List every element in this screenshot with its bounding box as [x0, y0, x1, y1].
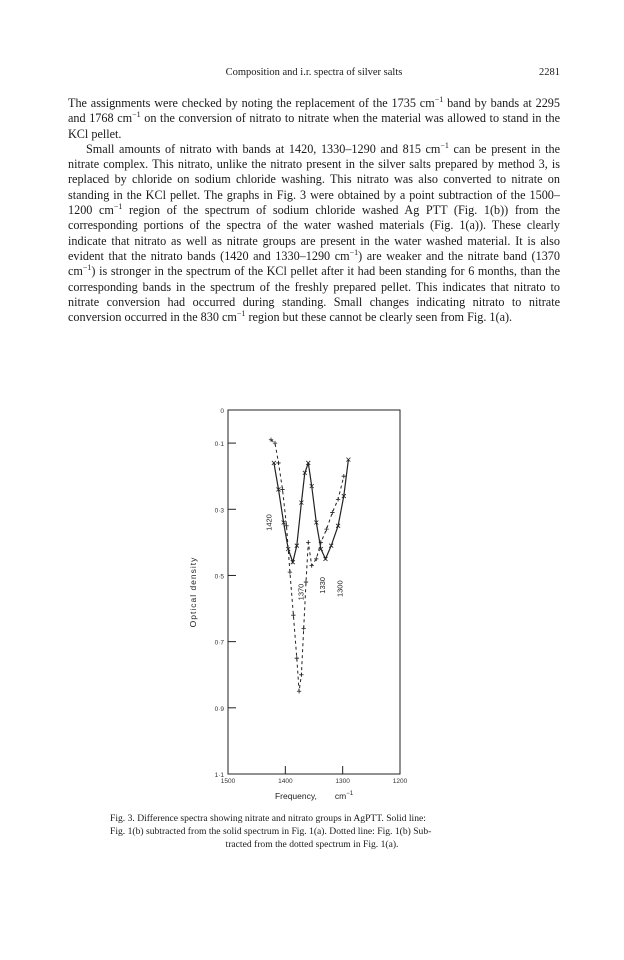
caption-line-3: tracted from the dotted spectrum in Fig. 1(a). — [225, 839, 399, 850]
x-tick-label: 1400 — [278, 778, 293, 785]
data-point-plus — [324, 527, 328, 531]
data-point-plus — [299, 673, 303, 677]
series-layer — [269, 438, 351, 694]
caption-line-2: Fig. 1(b) subtracted from the solid spectrum in Fig. 1(a). Dotted line: Fig. 1(b) Sub- — [110, 826, 432, 837]
paragraph-2: Small amounts of nitrato with bands at 1420, 1330–1290 and 815 $cm^{-1}$ can be present in the nitrate complex. This nitrato, unlike the nitrato present in the silver salts prepared by method 3, is replaced by chloride on sodium chloride washing. This nitrato was also converted to nitrate on standing in the KCl pellet. The graphs in Fig. 3 were obtained by a point subtraction of the 1500–1200 $cm^{-1}$ region of the spectrum of sodium chloride washed Ag PTT (Fig. 1(b)) from the corresponding portions of the spectra of the water washed materials (Fig. 1(a)). These clearly indicate that nitrato as well as nitrate groups are present in the water washed material. It is also evident that the nitrato bands (1420 and 1330–1290 $cm^{-1}$) are weaker and the nitrate band (1370 $cm^{-1}$) is stronger in the spectrum of the KCl pellet after it had been standing for 6 months, than the corresponding bands in the spectrum of the freshly prepared pellet. This indicates that nitrato to nitrate conversion had occurred during standing. Small changes indicating nitrato to nitrate conversion occurred in the 830 $cm^{-1}$ region but these cannot be clearly seen from Fig. 1(a). — [68, 140, 560, 325]
band-label-1420: 1420 — [264, 514, 274, 531]
dotted-line-series — [271, 440, 344, 692]
data-point-plus — [273, 441, 277, 445]
data-point-plus — [288, 570, 292, 574]
y-axis-label: Optical density — [188, 556, 198, 628]
plot-frame — [228, 410, 400, 774]
data-point-plus — [276, 461, 280, 465]
y-tick-label: 0·7 — [214, 639, 224, 647]
data-point-plus — [306, 540, 310, 544]
page-number: 2281 — [539, 67, 560, 78]
x-tick-label: 1200 — [392, 778, 408, 785]
data-point-plus — [280, 487, 284, 491]
data-point-plus — [304, 580, 308, 584]
figure-caption — [110, 812, 514, 851]
x-axis-label: Frequency, $cm^{-1}$ — [274, 791, 354, 801]
data-point-plus — [310, 563, 314, 567]
y-tick-label: 1·1 — [214, 772, 224, 779]
data-point-plus — [330, 510, 334, 514]
data-point-plus — [301, 626, 305, 630]
data-point-plus — [336, 497, 340, 501]
running-title: Composition and i.r. spectra of silver salts — [225, 67, 403, 78]
x-tick-label: 1500 — [220, 778, 236, 785]
band-label-1330: 1330 — [317, 577, 327, 594]
band-label-1370: 1370 — [296, 583, 306, 601]
y-tick-label: 0 — [220, 408, 224, 415]
y-tick-label: 0·3 — [214, 507, 224, 515]
caption-line-1: Fig. 3. Difference spectra showing nitrate and nitrato groups in AgPTT. Solid line: — [110, 813, 426, 824]
data-point-plus — [297, 689, 301, 693]
data-point-plus — [342, 474, 346, 478]
x-axis — [221, 766, 408, 785]
data-point-plus — [291, 613, 295, 617]
band-label-1300: 1300 — [335, 580, 345, 598]
y-tick-label: 0·1 — [214, 441, 224, 449]
annotation-layer — [265, 514, 345, 600]
x-tick-label: 1300 — [335, 778, 350, 785]
y-tick-label: 0·9 — [214, 705, 224, 713]
y-axis — [215, 408, 236, 779]
y-tick-label: 0·5 — [214, 573, 224, 581]
data-point-plus — [295, 656, 299, 660]
paragraph-1: The assignments were checked by noting the replacement of the 1735 $cm^{-1}$ band by bands at 2295 and 1768 $cm^{-1}$ on the conversion of nitrato to nitrate when the material was allowed to stand in the KCl pellet. — [68, 95, 560, 141]
